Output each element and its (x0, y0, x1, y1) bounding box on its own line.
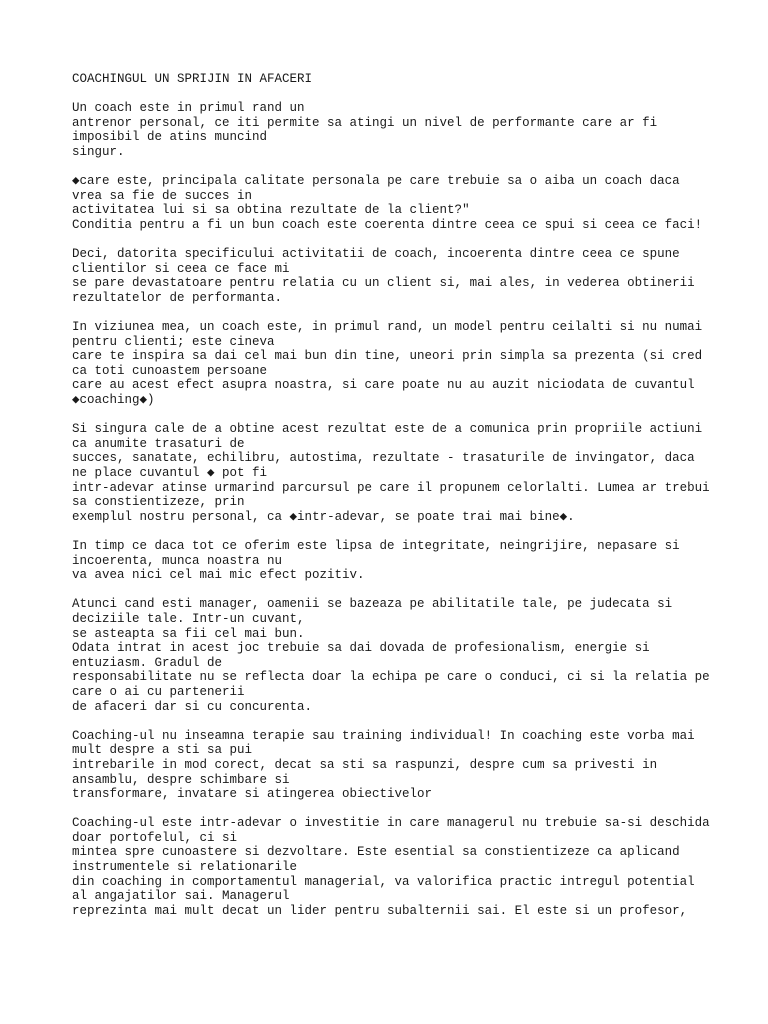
text-line: singur. (72, 144, 125, 159)
text-line: ◆care este, principala calitate personala pe care trebuie sa o aiba un coach daca vrea sa fie de succes in (72, 174, 688, 203)
text-line: antrenor personal, ce iti permite sa atingi un nivel de performante care ar fi imposibil de atins muncind (72, 115, 665, 145)
text-line: Si singura cale de a obtine acest rezultat este de a comunica prin propriile actiuni ca anumite trasaturi de (72, 422, 710, 451)
text-line: de afaceri dar si cu concurenta. (72, 699, 313, 714)
paragraph (72, 597, 718, 714)
text-line: se asteapta sa fii cel mai bun. (72, 626, 305, 641)
text-line: Deci, datorita specificului activitatii de coach, incoerenta dintre ceea ce spune clientilor si ceea ce face mi (72, 247, 688, 276)
text-line: succes, sanatate, echilibru, autostima, rezultate - trasaturile de invingator, daca ne place cuvantul ◆ pot fi (72, 451, 703, 481)
text-line: din coaching in comportamentul managerial, va valorifica practic intregul potential al angajatilor sai. Managerul (72, 874, 703, 904)
paragraph (72, 247, 712, 305)
text-line: care au acest efect asupra noastra, si care poate nu au auzit niciodata de cuvantul ◆coaching◆) (72, 378, 703, 408)
text-line: activitatea lui si sa obtina rezultate de la client?" (72, 203, 470, 218)
paragraph (72, 539, 712, 583)
text-line: intr-adevar atinse urmarind parcursul pe care il propunem celorlalti. Lumea ar trebui sa constientizeze, prin (72, 480, 718, 510)
paragraph (72, 729, 712, 802)
paragraph (72, 320, 712, 408)
document-body (72, 101, 718, 918)
text-line: mintea spre cunoastere si dezvoltare. Este esential sa constientizeze ca aplicand instrumentele si relationarile (72, 845, 688, 875)
text-line: Un coach este in primul rand un (72, 101, 305, 116)
document-title: COACHINGUL UN SPRIJIN IN AFACERI (72, 72, 313, 86)
text-line: Conditia pentru a fi un bun coach este coerenta dintre ceea ce spui si ceea ce faci! (72, 217, 703, 232)
paragraph (72, 422, 718, 524)
document-page (72, 72, 718, 933)
text-line: transformare, invatare si atingerea obiectivelor (72, 787, 433, 802)
text-line: exemplul nostru personal, ca ◆intr-adevar, se poate trai mai bine◆. (72, 509, 575, 524)
paragraph (72, 101, 712, 159)
text-line: va avea nici cel mai mic efect pozitiv. (72, 568, 365, 583)
text-line: Coaching-ul este intr-adevar o investitie in care managerul nu trebuie sa-si deschida doar portofelul, ci si (72, 816, 718, 845)
text-line: Coaching-ul nu inseamna terapie sau training individual! In coaching este vorba mai mult despre a sti sa pui (72, 728, 703, 758)
text-line: se pare devastatoare pentru relatia cu un client si, mai ales, in vederea obtinerii rezultatelor de performanta. (72, 276, 703, 305)
text-line: In viziunea mea, un coach este, in primul rand, un model pentru ceilalti si nu numai pentru clienti; este cineva (72, 320, 710, 349)
paragraph (72, 816, 718, 918)
text-line: Odata intrat in acest joc trebuie sa dai dovada de profesionalism, energie si entuziasm. Gradul de (72, 641, 658, 670)
text-line: care te inspira sa dai cel mai bun din tine, uneori prin simpla sa prezenta (si cred ca toti cunoastem persoane (72, 349, 710, 378)
text-line: In timp ce daca tot ce oferim este lipsa de integritate, neingrijire, nepasare si incoerenta, munca noastra nu (72, 539, 688, 568)
paragraph (72, 174, 712, 232)
text-line: reprezinta mai mult decat un lider pentru subalternii sai. El este si un profesor, (72, 903, 688, 918)
text-line: responsabilitate nu se reflecta doar la echipa pe care o conduci, ci si la relatia pe care o ai cu partenerii (72, 670, 718, 699)
text-line: Atunci cand esti manager, oamenii se bazeaza pe abilitatile tale, pe judecata si deciziile tale. Intr-un cuvant, (72, 597, 680, 626)
text-line: intrebarile in mod corect, decat sa sti sa raspunzi, despre cum sa privesti in ansamblu, despre schimbare si (72, 757, 665, 787)
